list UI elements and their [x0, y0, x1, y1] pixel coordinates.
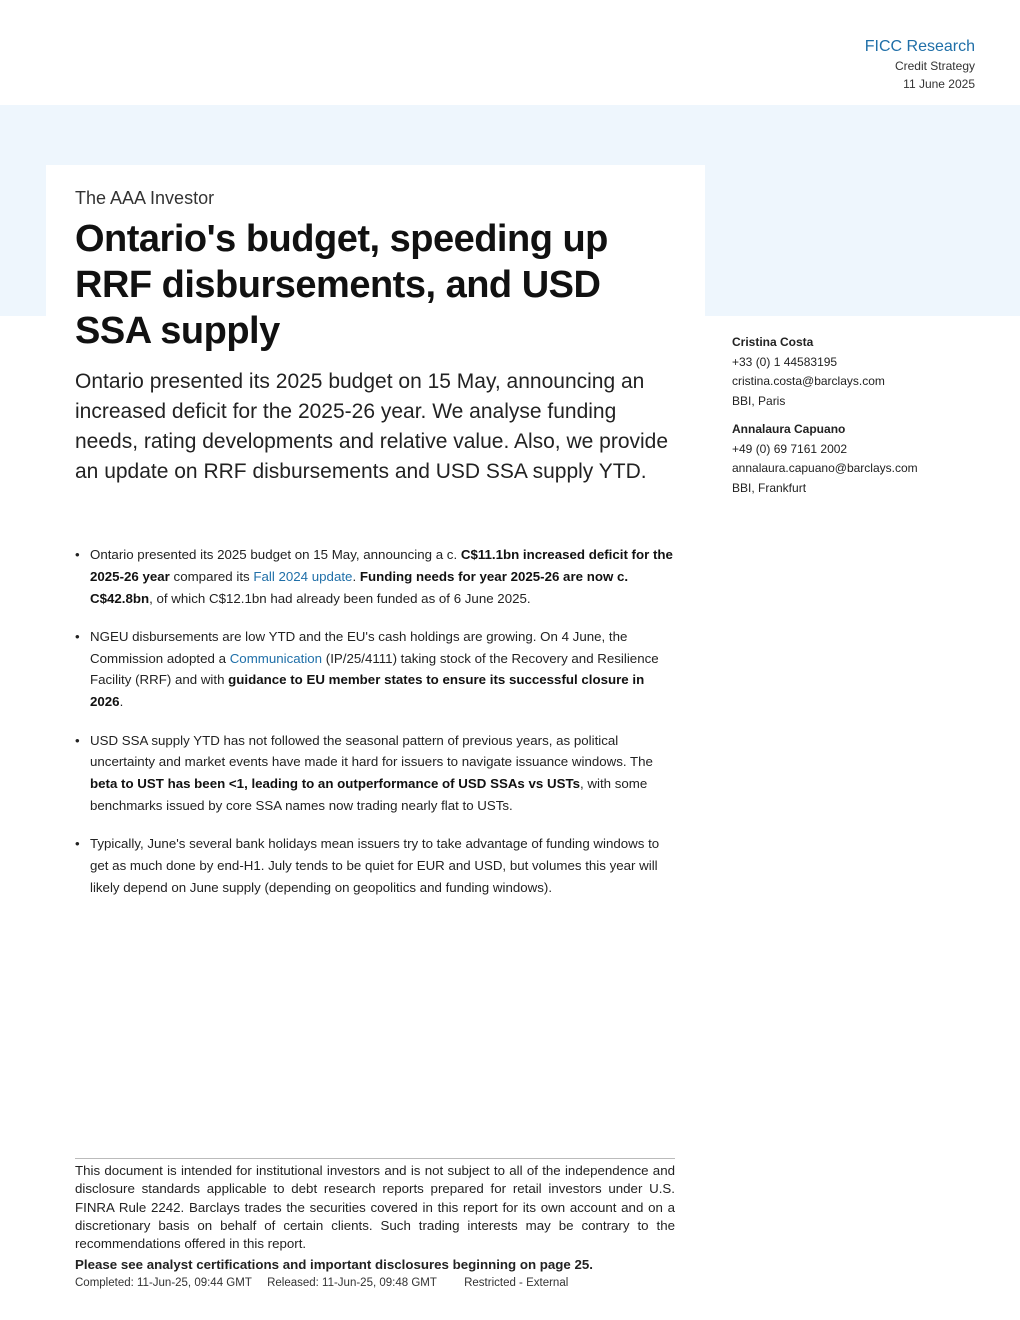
- analyst-email[interactable]: cristina.costa@barclays.com: [732, 374, 885, 388]
- list-item: [75, 730, 675, 817]
- bullet-emphasis: beta to UST has been <1, leading to an outperformance of USD SSAs vs USTs: [90, 776, 580, 792]
- analyst-phone: +33 (0) 1 44583195: [732, 354, 838, 369]
- list-item: [75, 626, 675, 713]
- report-date: 11 June 2025: [903, 77, 975, 91]
- bullet-text: .: [352, 568, 360, 584]
- bullet-text: , with some benchmarks issued by core SSA names now trading nearly flat to USTs.: [90, 776, 648, 813]
- bullet-icon: •: [75, 547, 80, 562]
- bullet-text: USD SSA supply YTD has not followed the seasonal pattern of previous years, as political uncertainty and market events have made it hard for issuers to navigate issuance windows. The: [90, 732, 653, 770]
- bullet-text: .: [119, 694, 124, 710]
- bullet-icon: •: [75, 732, 80, 748]
- section-label: Credit Strategy: [894, 59, 975, 73]
- disclosure-note: Please see analyst certifications and important disclosures beginning on page 25.: [75, 1257, 593, 1272]
- bullet-text: compared its: [169, 568, 254, 584]
- analyst-name: Cristina Costa: [732, 335, 814, 349]
- page-title: Ontario's budget, speeding up RRF disbursements, and USD SSA supply: [75, 218, 608, 352]
- bullet-icon: •: [75, 836, 80, 852]
- bullet-emphasis: Funding needs for year 2025-26 are now c. C$42.8bn: [90, 568, 629, 606]
- completed-timestamp: Completed: 11-Jun-25, 09:44 GMT: [75, 1277, 252, 1289]
- bullet-emphasis: guidance to EU member states to ensure its successful closure in 2026: [90, 672, 645, 710]
- department-label: FICC Research: [864, 38, 975, 55]
- bullet-icon: •: [75, 628, 80, 644]
- list-item: [75, 833, 675, 898]
- classification-label: Restricted - External: [464, 1277, 569, 1289]
- standfirst: Ontario presented its 2025 budget on 15 May, announcing an increased deficit for the 2025-26 year. We analyse funding needs, rating developments and relative value. Also, we provide an update on RRF disbursements and USD SSA supply YTD.: [75, 370, 669, 483]
- bullet-text: (IP/25/4111) taking stock of the Recovery and Resilience Facility (RRF) and with: [90, 650, 659, 688]
- bullet-text: Ontario presented its 2025 budget on 15 May, announcing a c.: [90, 547, 461, 562]
- released-timestamp: Released: 11-Jun-25, 09:48 GMT: [267, 1277, 437, 1289]
- analyst-office: BBI, Paris: [732, 393, 786, 408]
- key-points: [75, 544, 675, 915]
- bullet-emphasis: C$11.1bn increased deficit for the 2025-26 year: [90, 547, 673, 584]
- bullet-text: , of which C$12.1bn had already been funded as of 6 June 2025.: [149, 590, 531, 606]
- bullet-text: Typically, June's several bank holidays mean issuers try to take advantage of funding windows to get as much done by end-H1. July tends to be quiet for EUR and USD, but volumes this year will likely depend on June supply (depending on geopolitics and funding windows).: [90, 836, 660, 895]
- disclaimer: This document is intended for institutional investors and is not subject to all of the independence and disclosure standards applicable to debt research reports prepared for retail investors under U.S. FINRA Rule 2242. Barclays trades the securities covered in this report for its own account and on a discretionary basis on behalf of certain clients. Such trading interests may be contrary to the recommendations offered in this report.: [75, 1158, 675, 1253]
- list-item: [75, 544, 675, 609]
- analyst-office: BBI, Frankfurt: [732, 480, 807, 495]
- bullet-text: NGEU disbursements are low YTD and the EU's cash holdings are growing. On 4 June, the Commission adopted a: [90, 628, 628, 666]
- analyst-contacts: [732, 333, 972, 507]
- report-header: [865, 37, 975, 93]
- analyst-name: Annalaura Capuano: [732, 422, 846, 436]
- communication-link[interactable]: Communication: [229, 650, 323, 666]
- series-name: The AAA Investor: [75, 188, 215, 208]
- analyst-phone: +49 (0) 69 7161 2002: [732, 441, 848, 456]
- analyst-card: [732, 333, 972, 411]
- fall-2024-update-link[interactable]: Fall 2024 update: [253, 568, 353, 584]
- analyst-card: [732, 420, 972, 498]
- footer: [75, 1277, 580, 1289]
- analyst-email[interactable]: annalaura.capuano@barclays.com: [732, 461, 918, 475]
